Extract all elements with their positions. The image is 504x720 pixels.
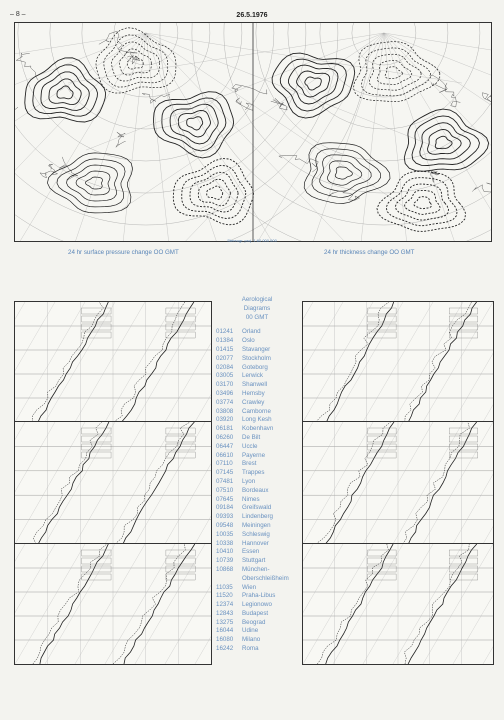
- station-row: [216, 557, 298, 566]
- station-name: Praha-Libus: [242, 592, 276, 600]
- map-thickness: [68, 23, 491, 241]
- aero-diagram-right-bottom: [302, 543, 494, 665]
- aero-diagram-left-bottom: [14, 543, 212, 665]
- station-row: [216, 575, 298, 584]
- station-row: [216, 496, 298, 505]
- station-name: Long Kesh: [242, 416, 272, 424]
- station-code: 11520: [216, 592, 233, 600]
- station-name: Lerwick: [242, 372, 263, 380]
- station-row: [216, 592, 298, 601]
- station-list: [216, 328, 298, 653]
- station-code: 07481: [216, 477, 234, 485]
- station-name: Roma: [242, 645, 259, 653]
- station-code: 10410: [216, 548, 234, 556]
- station-code: 10035: [216, 530, 234, 538]
- station-code: 03808: [216, 407, 234, 415]
- aero-diagram-right-middle: [302, 421, 494, 545]
- station-name: Hemsby: [242, 389, 265, 397]
- map-pressure: [15, 23, 462, 241]
- station-code: 01415: [216, 345, 234, 353]
- station-row: [216, 566, 298, 575]
- station-name: Payerne: [242, 451, 266, 459]
- station-row: [216, 416, 298, 425]
- station-code: 07145: [216, 469, 234, 477]
- station-name: De Bilt: [242, 433, 261, 441]
- station-name: Wien: [242, 583, 257, 591]
- station-row: [216, 619, 298, 628]
- legend-title-1: Aerological: [241, 296, 273, 303]
- station-code: 13275: [216, 618, 234, 626]
- station-code: 16044: [216, 627, 234, 635]
- station-code: 06181: [216, 425, 234, 433]
- station-row: [216, 390, 298, 399]
- station-code: 09548: [216, 521, 234, 529]
- station-name: Stuttgart: [242, 557, 266, 565]
- station-name: Oberschleißheim: [242, 574, 289, 582]
- station-code: 03774: [216, 398, 234, 406]
- diagram-soundings: [317, 544, 478, 664]
- station-row: [216, 469, 298, 478]
- station-row: [216, 584, 298, 593]
- diagram-soundings: [33, 544, 195, 664]
- aero-diagram-left-middle: [14, 421, 212, 545]
- station-code: 07510: [216, 486, 234, 494]
- station-row: [216, 364, 298, 373]
- station-row: [216, 522, 298, 531]
- station-row: [216, 478, 298, 487]
- station-code: 06260: [216, 433, 234, 441]
- aero-diagram-left-top: [14, 301, 212, 423]
- station-row: [216, 381, 298, 390]
- station-row: [216, 328, 298, 337]
- station-row: [216, 645, 298, 654]
- station-name: Shanwell: [242, 381, 268, 389]
- station-name: Bordeaux: [242, 486, 269, 494]
- station-code: 10338: [216, 539, 234, 547]
- station-name: Hannover: [242, 539, 269, 547]
- station-row: [216, 610, 298, 619]
- station-name: Uccle: [242, 442, 258, 450]
- station-name: Goteborg: [242, 363, 268, 371]
- station-row: [216, 531, 298, 540]
- station-code: 12843: [216, 609, 234, 617]
- station-row: [216, 399, 298, 408]
- station-name: Camborne: [242, 407, 271, 415]
- station-row: [216, 346, 298, 355]
- station-code: 03496: [216, 389, 234, 397]
- station-row: [216, 452, 298, 461]
- station-code: 10868: [216, 565, 234, 573]
- diagram-soundings: [316, 302, 478, 422]
- aero-diagram-right-top: [302, 301, 494, 423]
- station-row: [216, 636, 298, 645]
- station-name: Schleswig: [242, 530, 270, 538]
- station-name: Budapest: [242, 609, 269, 617]
- station-row: [216, 460, 298, 469]
- diagram-soundings: [316, 422, 478, 544]
- station-row: [216, 337, 298, 346]
- station-code: 06447: [216, 442, 234, 450]
- station-name: Lindenberg: [242, 513, 273, 521]
- station-name: Essen: [242, 548, 260, 556]
- station-legend: [216, 296, 298, 654]
- station-code: 10739: [216, 557, 234, 565]
- station-name: Oslo: [242, 337, 255, 345]
- station-name: Nimes: [242, 495, 260, 503]
- caption-thickness-change: 24 hr thickness change OO GMT: [324, 249, 415, 256]
- diagram-grid: [303, 422, 493, 544]
- station-name: Udine: [242, 627, 259, 635]
- station-code: 07110: [216, 460, 233, 468]
- station-code: 12374: [216, 601, 234, 609]
- station-row: [216, 425, 298, 434]
- station-code: 16080: [216, 636, 234, 644]
- station-row: [216, 408, 298, 417]
- station-code: 06610: [216, 451, 234, 459]
- station-code: 11035: [216, 583, 233, 591]
- station-row: [216, 601, 298, 610]
- station-name: Stockholm: [242, 354, 271, 362]
- station-row: [216, 372, 298, 381]
- page-date: 26.5.1976: [236, 12, 268, 19]
- station-name: Milano: [242, 636, 261, 644]
- station-code: 01384: [216, 337, 234, 345]
- station-code: 16242: [216, 645, 234, 653]
- station-name: Beograd: [242, 618, 266, 626]
- station-row: [216, 355, 298, 364]
- station-row: [216, 548, 298, 557]
- page-number: – 8 –: [10, 11, 26, 18]
- station-name: Orland: [242, 328, 261, 336]
- projection-note: Stereogr. proj. 1:60 000 000: [227, 238, 277, 243]
- station-name: Brest: [242, 460, 257, 468]
- station-name: Greifswald: [242, 504, 272, 512]
- diagram-grid: [15, 544, 211, 664]
- station-name: Trappes: [242, 469, 265, 477]
- station-name: Legionowo: [242, 601, 272, 609]
- caption-pressure-change: 24 hr surface pressure change OO GMT: [68, 249, 179, 256]
- station-row: [216, 434, 298, 443]
- station-code: 02084: [216, 363, 234, 371]
- station-name: Meiningen: [242, 521, 271, 529]
- station-code: [216, 575, 242, 584]
- station-name: Lyon: [242, 477, 256, 485]
- legend-title-3: 00 GMT: [245, 313, 269, 321]
- diagram-grid: [15, 422, 211, 544]
- station-code: 09393: [216, 513, 234, 521]
- station-name: Kobenhavn: [242, 425, 274, 433]
- station-name: Crawley: [242, 398, 265, 406]
- station-row: [216, 513, 298, 522]
- station-code: 01241: [216, 328, 234, 336]
- station-row: [216, 443, 298, 452]
- station-row: [216, 487, 298, 496]
- station-row: [216, 627, 298, 636]
- station-name: München-: [242, 565, 270, 573]
- weather-maps: [14, 22, 492, 242]
- isoline-maps-drawing: [15, 23, 491, 241]
- station-row: [216, 504, 298, 513]
- station-code: 07645: [216, 495, 234, 503]
- diagram-soundings: [32, 302, 195, 422]
- diagram-grid: [303, 544, 493, 664]
- station-code: 09184: [216, 504, 234, 512]
- station-code: 03920: [216, 416, 234, 424]
- legend-title-2: Diagrams: [243, 304, 271, 312]
- station-row: [216, 540, 298, 549]
- station-name: Stavanger: [242, 345, 271, 353]
- station-code: 03005: [216, 372, 234, 380]
- station-code: 03170: [216, 381, 234, 389]
- station-code: 02077: [216, 354, 234, 362]
- diagram-soundings: [33, 422, 195, 544]
